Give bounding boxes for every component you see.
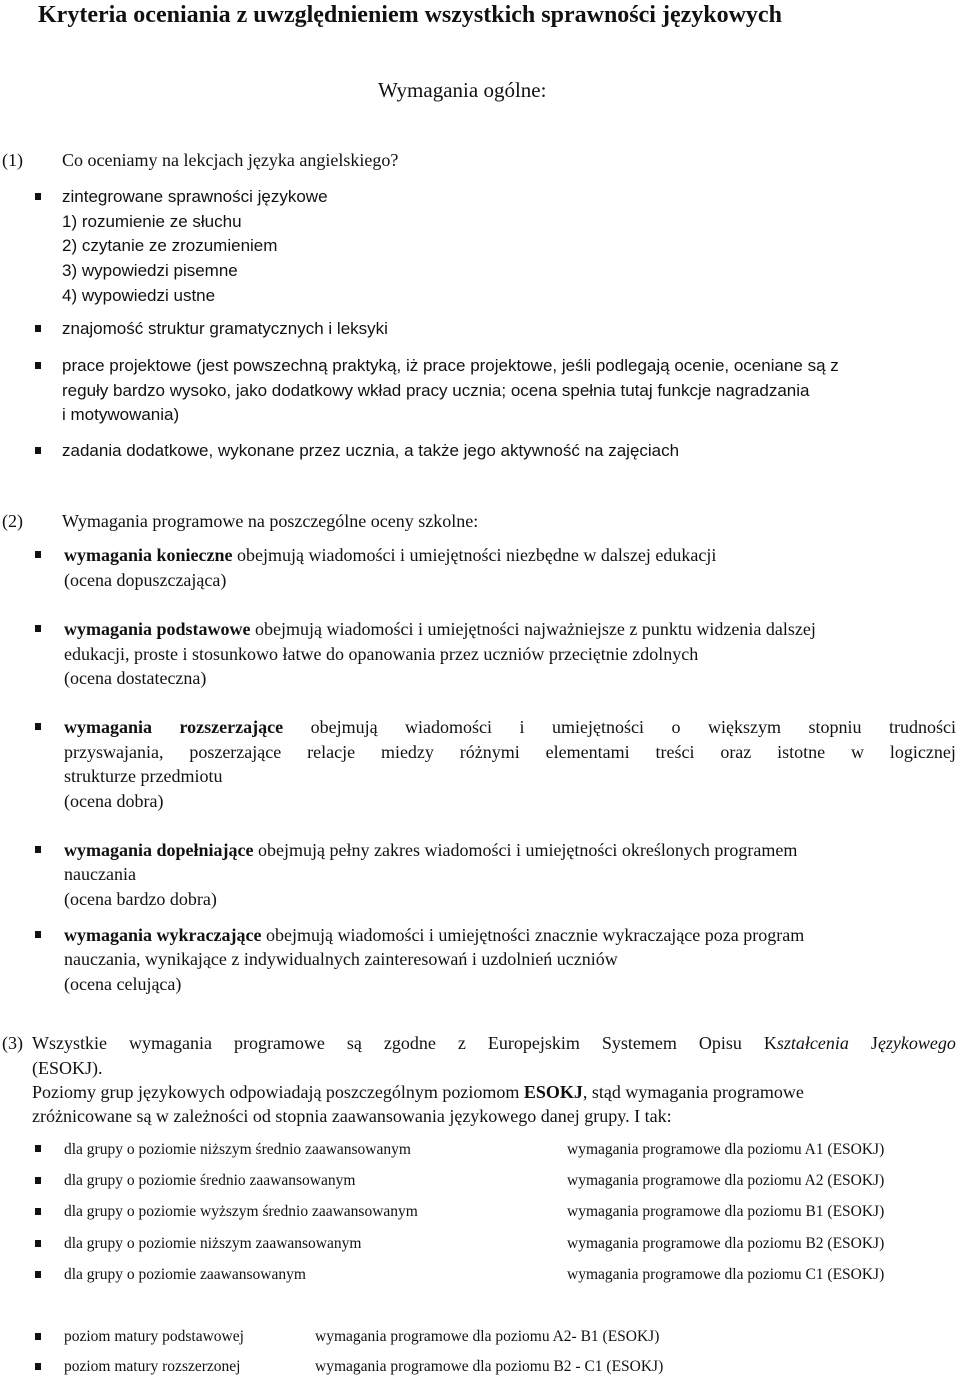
level-group: dla grupy o poziomie zaawansowanym — [64, 1266, 306, 1283]
italic-word: ęzykowego — [877, 1033, 956, 1053]
word: wymagania — [128, 1033, 212, 1053]
list-item: znajomość struktur gramatycznych i leksyki — [62, 319, 388, 338]
grade-label: (ocena celująca) — [64, 974, 182, 994]
requirement-line — [64, 617, 816, 641]
word: Wszystkie — [32, 1033, 107, 1053]
section-2-heading: Wymagania programowe na poszczególne oceny szkolne: — [62, 511, 479, 531]
requirement-text: obejmują wiadomości i umiejętności znacznie wykraczające poza program — [261, 925, 805, 945]
level-group: dla grupy o poziomie wyższym średnio zaawansowanym — [64, 1203, 418, 1220]
word: w — [851, 742, 865, 762]
list-item-continuation: i motywowania) — [62, 405, 180, 424]
paragraph-bold: ESOKJ — [523, 1082, 583, 1102]
requirement-continuation: nauczania, wynikające z indywidualnych zainteresowań i uzdolnień uczniów — [64, 949, 618, 969]
matura-requirement: wymagania programowe dla poziomu A2- B1 (ESOKJ) — [315, 1328, 660, 1345]
grade-label: (ocena dobra) — [64, 791, 164, 811]
word: są — [346, 1033, 362, 1053]
word: obejmują — [310, 717, 378, 737]
section-3-paragraph — [32, 1080, 804, 1104]
requirement-continuation — [64, 740, 956, 764]
word: przyswajania, — [64, 742, 164, 762]
level-group: dla grupy o poziomie niższym zaawansowanym — [64, 1235, 362, 1252]
framework-name-2 — [871, 1031, 956, 1055]
grade-label: (ocena bardzo dobra) — [64, 889, 217, 909]
requirement-name: wymagania wykraczające — [64, 925, 262, 945]
word: większym — [707, 717, 781, 737]
paragraph-text: , stąd wymagania programowe — [582, 1082, 804, 1102]
requirement-name: wymagania dopełniające — [64, 840, 254, 860]
level-requirement: wymagania programowe dla poziomu B2 (ESOKJ) — [567, 1235, 885, 1252]
section-3-paragraph-continuation: zróżnicowane są w zależności od stopnia zaawansowania językowego danej grupy. I tak: — [32, 1106, 672, 1126]
bullet-icon — [35, 846, 41, 853]
bullet-icon — [35, 1363, 41, 1370]
requirement-text: obejmują pełny zakres wiadomości i umiejętności określonych programem — [253, 840, 798, 860]
requirement-continuation: edukacji, proste i stosunkowo łatwe do opanowania przez uczniów przeciętnie zdolnych — [64, 644, 699, 664]
level-group: dla grupy o poziomie średnio zaawansowanym — [64, 1172, 356, 1189]
word: stopniu — [808, 717, 862, 737]
skill-item: 4) wypowiedzi ustne — [62, 286, 216, 305]
bullet-icon — [35, 1177, 41, 1184]
list-item: zintegrowane sprawności językowe — [62, 187, 328, 206]
level-requirement: wymagania programowe dla poziomu A1 (ESOKJ) — [567, 1141, 885, 1158]
word: Opisu — [698, 1033, 742, 1053]
word: oraz — [720, 742, 752, 762]
requirement-line — [64, 838, 797, 862]
word: poszerzające — [189, 742, 282, 762]
word: trudności — [888, 717, 956, 737]
word: umiejętności — [552, 717, 645, 737]
skill-item: 1) rozumienie ze słuchu — [62, 212, 242, 231]
level-group: dla grupy o poziomie niższym średnio zaawansowanym — [64, 1141, 411, 1158]
level-requirement: wymagania programowe dla poziomu B1 (ESOKJ) — [567, 1203, 885, 1220]
matura-level: poziom matury podstawowej — [64, 1328, 244, 1345]
word: i — [519, 717, 525, 737]
list-item: prace projektowe (jest powszechną praktyką, iż prace projektowe, jeśli podlegają ocenie, oceniane są z — [62, 356, 839, 375]
bullet-icon — [35, 325, 41, 332]
section-1-number: (1) — [2, 150, 23, 170]
bullet-icon — [35, 1333, 41, 1340]
framework-name-1 — [764, 1031, 849, 1055]
skill-item: 3) wypowiedzi pisemne — [62, 261, 238, 280]
skill-item: 2) czytanie ze zrozumieniem — [62, 236, 278, 255]
requirement-text: obejmują wiadomości i umiejętności niezbędne w dalszej edukacji — [232, 545, 717, 565]
word: logicznej — [889, 742, 956, 762]
requirement-line — [64, 543, 716, 567]
word: o — [671, 717, 681, 737]
letter: J — [870, 1033, 878, 1053]
word: programowe — [233, 1033, 325, 1053]
section-2-number: (2) — [2, 511, 23, 531]
grade-label: (ocena dostateczna) — [64, 668, 207, 688]
word: zgodne — [383, 1033, 436, 1053]
requirement-name-word: wymagania — [64, 717, 153, 737]
list-item: zadania dodatkowe, wykonane przez ucznia, a także jego aktywność na zajęciach — [62, 441, 680, 460]
requirement-name: wymagania podstawowe — [64, 619, 251, 639]
bullet-icon — [35, 723, 41, 730]
grade-label: (ocena dopuszczająca) — [64, 570, 227, 590]
requirement-name-word: rozszerzające — [179, 717, 284, 737]
word: treści — [655, 742, 695, 762]
paragraph-text: Poziomy grup językowych odpowiadają poszczególnym poziomom — [32, 1082, 524, 1102]
bullet-icon — [35, 447, 41, 454]
list-item-continuation: reguły bardzo wysoko, jako dodatkowy wkład pracy ucznia; ocena spełnia tutaj funkcje nagradzania — [62, 381, 810, 400]
bullet-icon — [35, 931, 41, 938]
bullet-icon — [35, 1240, 41, 1247]
level-requirement: wymagania programowe dla poziomu A2 (ESOKJ) — [567, 1172, 885, 1189]
letter: K — [763, 1033, 777, 1053]
bullet-icon — [35, 362, 41, 369]
matura-level: poziom matury rozszerzonej — [64, 1358, 241, 1375]
italic-word: ształcenia — [776, 1033, 849, 1053]
bullet-icon — [35, 1271, 41, 1278]
word: Systemem — [601, 1033, 677, 1053]
requirement-line — [64, 923, 804, 947]
word: miedzy — [380, 742, 434, 762]
word: istotne — [777, 742, 826, 762]
document-title: Kryteria oceniania z uwzględnieniem wszystkich sprawności językowych — [38, 2, 782, 28]
word: z — [457, 1033, 466, 1053]
word: wiadomości — [405, 717, 493, 737]
requirement-text: obejmują wiadomości i umiejętności najważniejsze z punktu widzenia dalszej — [250, 619, 816, 639]
section-3-line — [32, 1031, 956, 1055]
document-subtitle: Wymagania ogólne: — [378, 78, 547, 102]
bullet-icon — [35, 1208, 41, 1215]
word: różnymi — [459, 742, 520, 762]
requirement-continuation: strukturze przedmiotu — [64, 766, 223, 786]
requirement-line — [64, 715, 956, 739]
section-1-heading: Co oceniamy na lekcjach języka angielskiego? — [62, 150, 399, 170]
word: Europejskim — [487, 1033, 580, 1053]
bullet-icon — [35, 193, 41, 200]
word: relacje — [307, 742, 356, 762]
bullet-icon — [35, 1145, 41, 1152]
word: elementami — [545, 742, 630, 762]
requirement-continuation: nauczania — [64, 864, 136, 884]
section-3-continuation: (ESOKJ). — [32, 1058, 103, 1078]
matura-requirement: wymagania programowe dla poziomu B2 - C1 (ESOKJ) — [315, 1358, 664, 1375]
section-3-number: (3) — [2, 1033, 23, 1053]
requirement-name: wymagania konieczne — [64, 545, 233, 565]
bullet-icon — [35, 625, 41, 632]
level-requirement: wymagania programowe dla poziomu C1 (ESOKJ) — [567, 1266, 885, 1283]
bullet-icon — [35, 551, 41, 558]
